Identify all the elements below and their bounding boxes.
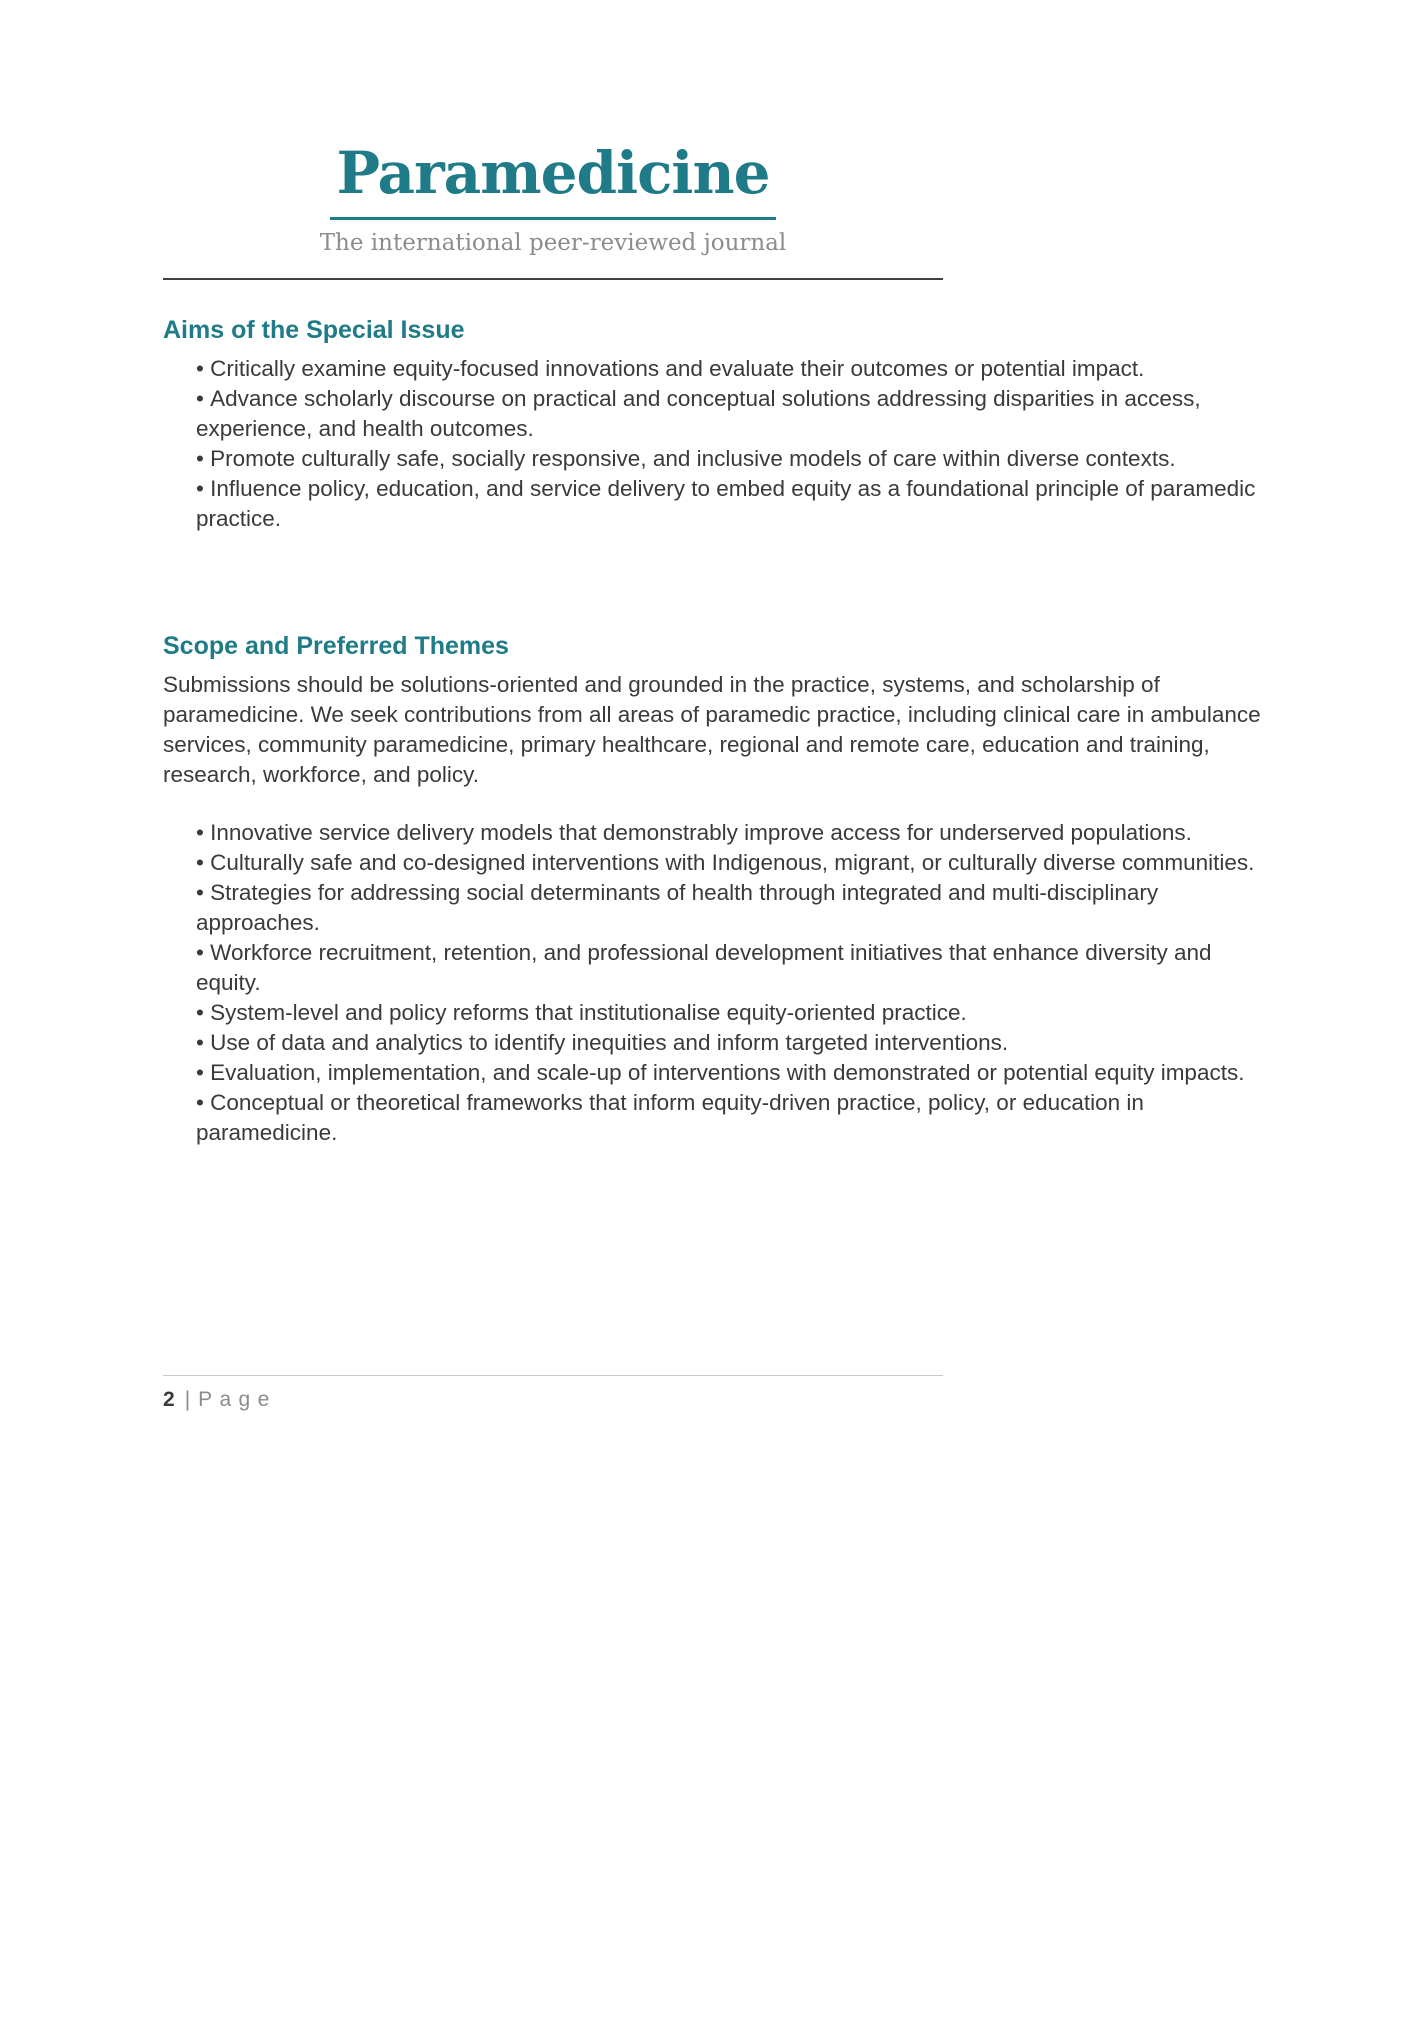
list-item: • Critically examine equity-focused innovations and evaluate their outcomes or potential impact. — [196, 354, 1263, 384]
aims-bullet-list — [163, 354, 1263, 534]
journal-logo: Paramedicine — [336, 139, 770, 207]
list-item: • Influence policy, education, and service delivery to embed equity as a foundational principle of paramedic practice. — [196, 474, 1263, 534]
list-item: • Culturally safe and co-designed interventions with Indigenous, migrant, or culturally diverse communities. — [196, 848, 1263, 878]
footer-separator: | — [184, 1388, 191, 1411]
scope-intro-paragraph: Submissions should be solutions-oriented and grounded in the practice, systems, and scholarship of paramedicine. We seek contributions from all areas of paramedic practice, including clinical care in ambulance services, community paramedicine, primary healthcare, regional and remote care, education and training, research, workforce, and policy. — [163, 671, 1261, 787]
list-item: • Conceptual or theoretical frameworks that inform equity-driven practice, policy, or education in paramedicine. — [196, 1088, 1263, 1148]
footer-divider — [163, 1375, 943, 1376]
list-item: • Innovative service delivery models that demonstrably improve access for underserved populations. — [196, 818, 1263, 848]
list-item: • Use of data and analytics to identify inequities and inform targeted interventions. — [196, 1028, 1263, 1058]
page-label: Page — [198, 1388, 277, 1411]
journal-tagline: The international peer-reviewed journal — [319, 229, 787, 256]
scope-bullet-list — [163, 818, 1263, 1148]
document-body — [163, 314, 1263, 1148]
list-item: • Promote culturally safe, socially responsive, and inclusive models of care within diverse contexts. — [196, 444, 1263, 474]
list-item: • Advance scholarly discourse on practical and conceptual solutions addressing disparities in access, experience, and health outcomes. — [196, 384, 1263, 444]
list-item: • Strategies for addressing social determinants of health through integrated and multi-disciplinary approaches. — [196, 878, 1263, 938]
section-aims — [163, 314, 1263, 534]
list-item: • Workforce recruitment, retention, and professional development initiatives that enhance diversity and equity. — [196, 938, 1263, 998]
page-footer — [163, 1375, 943, 1414]
section-heading-scope: Scope and Preferred Themes — [163, 631, 509, 660]
list-item: • Evaluation, implementation, and scale-up of interventions with demonstrated or potential equity impacts. — [196, 1058, 1263, 1088]
header-divider — [163, 278, 943, 280]
footer-page-indicator — [163, 1386, 943, 1414]
section-scope — [163, 630, 1263, 1148]
page-number: 2 — [163, 1388, 175, 1411]
journal-logo-block — [163, 140, 943, 258]
list-item: • System-level and policy reforms that institutionalise equity-oriented practice. — [196, 998, 1263, 1028]
section-heading-aims: Aims of the Special Issue — [163, 315, 465, 344]
journal-header — [163, 140, 943, 280]
logo-underline — [330, 140, 775, 220]
